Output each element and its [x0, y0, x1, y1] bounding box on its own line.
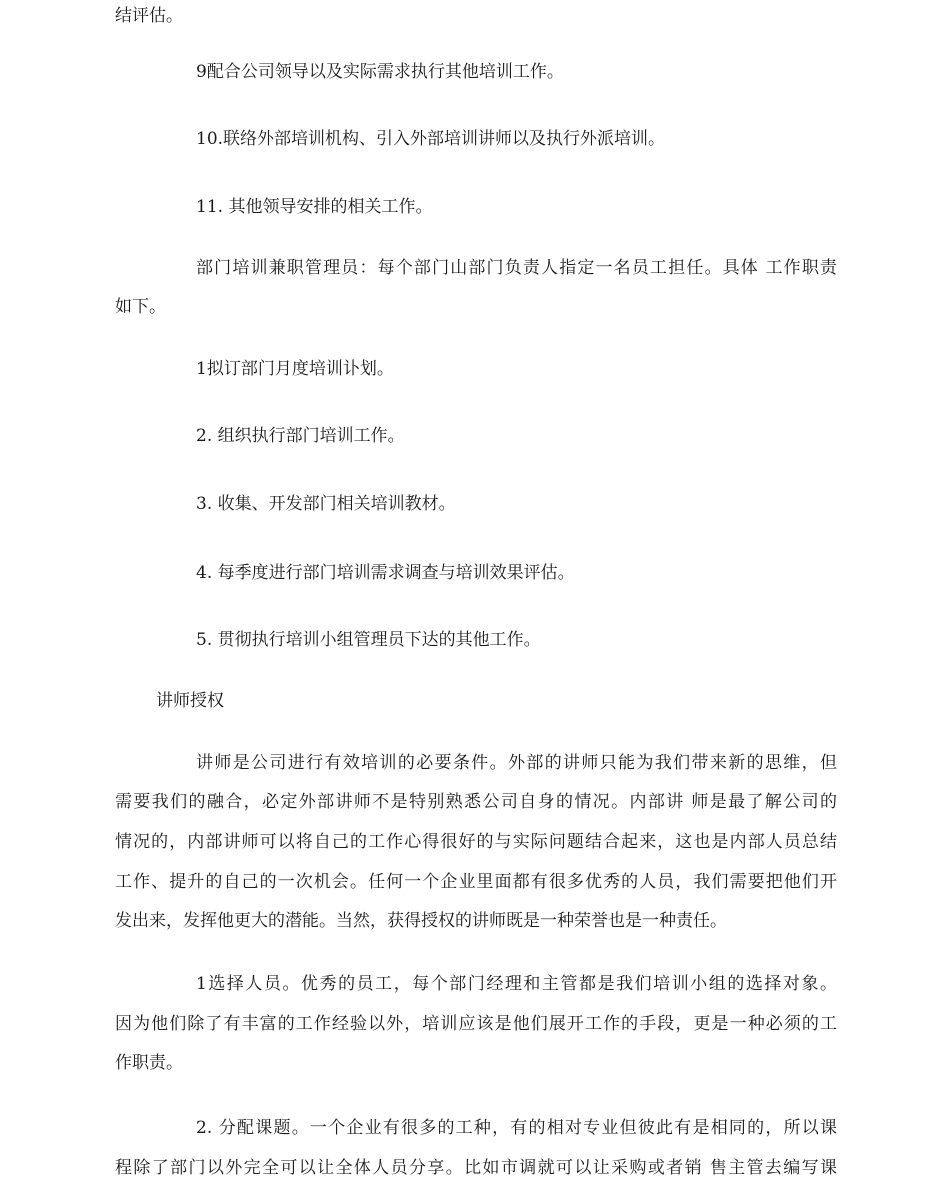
paragraph-line: 需要我们的融合，必定外部讲师不是特别熟悉公司自身的情况。内部讲 师是最了解公司的	[115, 792, 837, 812]
paragraph-line: 情况的，内部讲师可以将自己的工作心得很好的与实际问题结合起来，这也是内部人员总结	[115, 832, 837, 852]
list-item: 3. 收集、开发部门相关培训教材。	[196, 494, 456, 514]
list-item: 2. 组织执行部门培训工作。	[196, 426, 405, 446]
section-heading: 讲师授权	[156, 691, 224, 711]
paragraph-line: 程除了部门以外完全可以让全体人员分享。比如市调就可以让采购或者销 售主管去编写课	[115, 1158, 837, 1178]
list-item: 5. 贯彻执行培训小组管理员下达的其他工作。	[196, 630, 541, 650]
list-item: 9配合公司领导以及实际需求执行其他培训工作。	[196, 62, 564, 82]
list-item: 10.联络外部培训机构、引入外部培训讲师以及执行外派培训。	[196, 129, 666, 149]
list-item: 1拟订部门月度培训讣划。	[196, 359, 394, 379]
paragraph-line: 2. 分配课题。一个企业有很多的工种，有的相对专业但彼此有是相同的，所以课	[196, 1118, 837, 1138]
list-item: 4. 每季度进行部门培训需求调查与培训效果评估。	[196, 563, 575, 583]
text-line: 结评估。	[115, 6, 183, 26]
paragraph-line: 工作、提升的自己的一次机会。任何一个企业里面都有很多优秀的人员，我们需要把他们开	[115, 872, 837, 892]
paragraph-line: 作职责。	[115, 1053, 183, 1073]
paragraph-line: 1选择人员。优秀的员工，每个部门经理和主管都是我们培训小组的选择对象。	[196, 974, 837, 994]
paragraph-line: 讲师是公司进行有效培训的必要条件。外部的讲师只能为我们带来新的思维，但	[196, 753, 837, 773]
paragraph-line: 发出来，发挥他更大的潜能。当然，获得授权的讲师既是一种荣誉也是一种责任。	[115, 911, 727, 931]
list-item: 11. 其他领导安排的相关工作。	[196, 197, 433, 217]
paragraph-line: 部门培训兼职管理员：每个部门山部门负责人指定一名员工担任。具体 工作职责	[196, 258, 837, 278]
paragraph-line: 如下。	[115, 297, 166, 317]
paragraph-line: 因为他们除了有丰富的工作经验以外，培训应该是他们展开工作的手段，更是一种必须的工	[115, 1014, 837, 1034]
